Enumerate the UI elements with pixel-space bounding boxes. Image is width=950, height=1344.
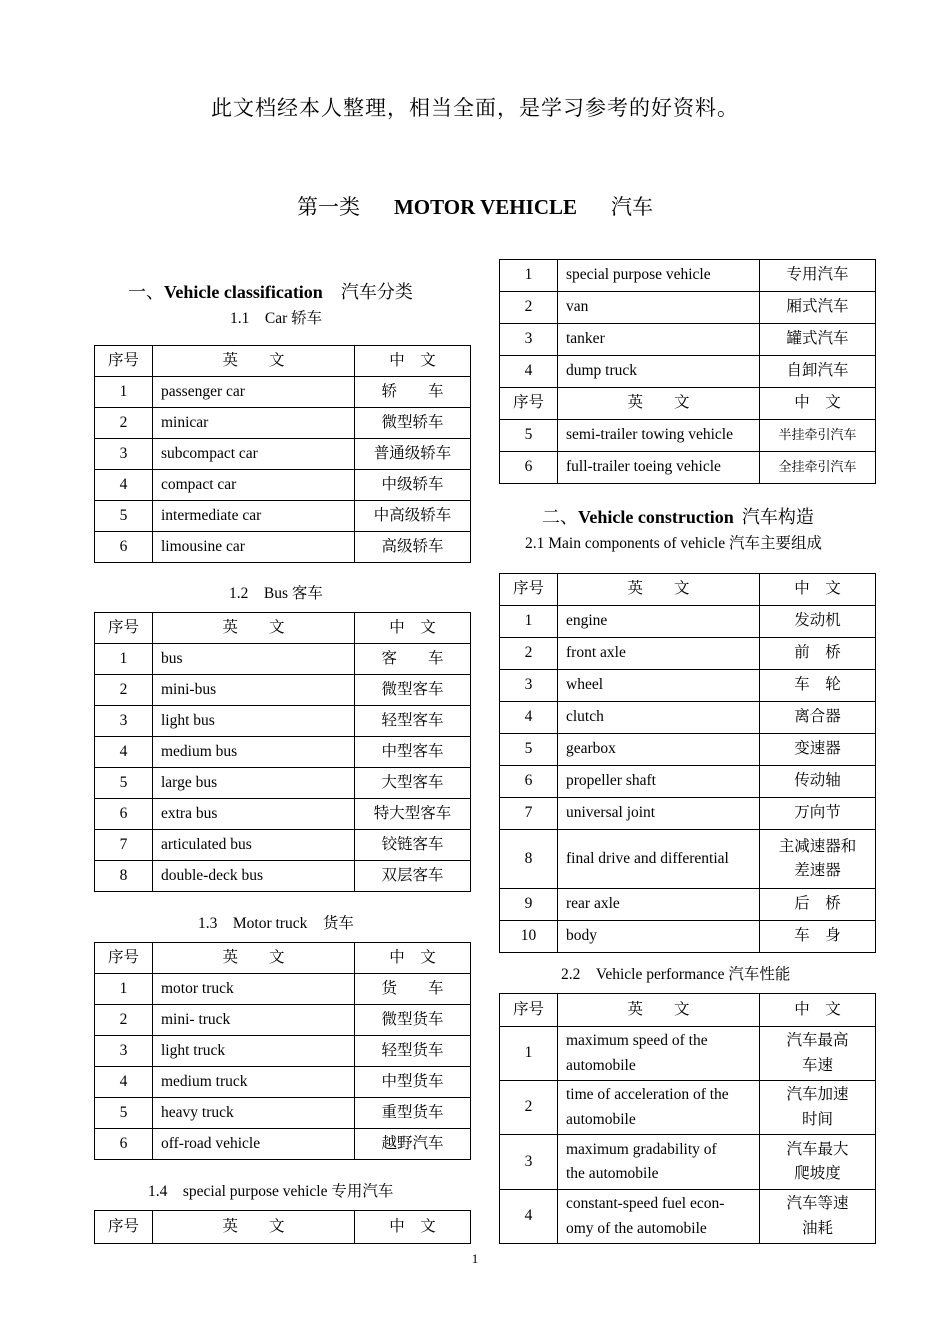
row-zh: 铰链客车 (355, 830, 471, 861)
row-num: 3 (500, 1135, 558, 1190)
row-zh: 轿 车 (355, 377, 471, 408)
row-num: 6 (95, 799, 153, 830)
row-num: 5 (95, 501, 153, 532)
header-zh: 中 文 (760, 994, 876, 1027)
row-num: 5 (95, 768, 153, 799)
row-num: 6 (500, 766, 558, 798)
header-num: 序号 (500, 388, 558, 420)
row-zh: 车 身 (760, 921, 876, 953)
row-num: 4 (500, 1190, 558, 1244)
table-row (95, 1005, 471, 1036)
row-num: 3 (500, 324, 558, 356)
row-en-line: the automobile (566, 1165, 659, 1182)
row-zh: 变速器 (760, 734, 876, 766)
table-row (95, 768, 471, 799)
row-en: van (558, 292, 760, 324)
row-zh: 后 桥 (760, 889, 876, 921)
row-en: propeller shaft (558, 766, 760, 798)
section-title-en: Vehicle classification (164, 282, 323, 302)
header-zh: 中 文 (355, 346, 471, 377)
table-row (500, 1190, 876, 1244)
header-num: 序号 (95, 1211, 153, 1244)
row-en: clutch (558, 702, 760, 734)
row-num: 1 (500, 260, 558, 292)
table-row (500, 324, 876, 356)
row-num: 2 (500, 292, 558, 324)
table-row (95, 799, 471, 830)
row-zh: 高级轿车 (355, 532, 471, 563)
row-en: gearbox (558, 734, 760, 766)
table-car (94, 345, 471, 563)
row-num: 6 (95, 1129, 153, 1160)
row-zh-line: 油耗 (801, 1219, 833, 1237)
table-row (95, 408, 471, 439)
section-heading-construction (542, 503, 814, 529)
row-num: 4 (500, 702, 558, 734)
section-title-zh: 汽车分类 (340, 282, 413, 302)
row-en: special purpose vehicle (558, 260, 760, 292)
row-zh: 普通级轿车 (355, 439, 471, 470)
title-category: 第一类 (296, 195, 360, 219)
row-num: 5 (95, 1098, 153, 1129)
row-en: passenger car (153, 377, 355, 408)
row-en: limousine car (153, 532, 355, 563)
table-special-header (94, 1210, 471, 1244)
row-num: 3 (95, 439, 153, 470)
table-row (95, 1067, 471, 1098)
row-en (558, 1190, 760, 1244)
row-en-line: omy of the automobile (566, 1219, 707, 1237)
row-num: 1 (95, 377, 153, 408)
table-row (95, 737, 471, 768)
table-row (500, 830, 876, 889)
row-num: 6 (95, 532, 153, 563)
table-row (95, 830, 471, 861)
header-en: 英 文 (153, 1211, 355, 1244)
row-num: 2 (95, 675, 153, 706)
row-en: light bus (153, 706, 355, 737)
section-prefix: 一、 (128, 282, 164, 302)
table-row (95, 861, 471, 892)
row-num: 4 (95, 470, 153, 501)
table-row (95, 532, 471, 563)
row-zh (760, 1081, 876, 1135)
row-en: medium truck (153, 1067, 355, 1098)
header-num: 序号 (95, 943, 153, 974)
row-en: medium bus (153, 737, 355, 768)
row-zh: 自卸汽车 (760, 356, 876, 388)
row-en: mini- truck (153, 1005, 355, 1036)
row-num: 1 (95, 974, 153, 1005)
row-zh: 重型货车 (355, 1098, 471, 1129)
row-zh: 全挂牵引汽车 (760, 452, 876, 484)
header-en: 英 文 (558, 994, 760, 1027)
row-en: large bus (153, 768, 355, 799)
row-en-line: automobile (566, 1056, 636, 1074)
table-row (95, 501, 471, 532)
table-special (499, 259, 876, 484)
table-header-row (95, 346, 471, 377)
row-zh: 双层客车 (355, 861, 471, 892)
row-zh: 厢式汽车 (760, 292, 876, 324)
row-en-line: maximum gradability of (566, 1140, 717, 1158)
row-zh-line: 差速器 (794, 862, 841, 879)
row-en-line: maximum speed of the (566, 1032, 708, 1050)
table-header-row (95, 1211, 471, 1244)
row-num: 4 (95, 737, 153, 768)
subheading-performance: 2.2 Vehicle performance 汽车性能 (561, 966, 791, 983)
row-en: subcompact car (153, 439, 355, 470)
row-en: body (558, 921, 760, 953)
table-row (95, 644, 471, 675)
row-en: motor truck (153, 974, 355, 1005)
header-en: 英 文 (153, 613, 355, 644)
row-en: full-trailer toeing vehicle (558, 452, 760, 484)
table-row (500, 356, 876, 388)
row-en: tanker (558, 324, 760, 356)
table-row (500, 420, 876, 452)
table-header-row (500, 388, 876, 420)
row-en: minicar (153, 408, 355, 439)
row-zh: 中型客车 (355, 737, 471, 768)
header-num: 序号 (95, 613, 153, 644)
row-en: dump truck (558, 356, 760, 388)
section-title-en: Vehicle construction (578, 507, 734, 527)
header-en: 英 文 (558, 388, 760, 420)
row-num: 7 (500, 798, 558, 830)
row-zh: 特大型客车 (355, 799, 471, 830)
row-zh: 半挂牵引汽车 (760, 420, 876, 452)
row-zh (760, 1027, 876, 1081)
row-en: rear axle (558, 889, 760, 921)
row-num: 3 (500, 670, 558, 702)
row-num: 5 (500, 734, 558, 766)
row-num: 2 (500, 1081, 558, 1135)
row-num: 1 (500, 1027, 558, 1081)
row-en (558, 1081, 760, 1135)
subheading-special: 1.4 special purpose vehicle 专用汽车 (148, 1183, 394, 1200)
header-num: 序号 (500, 994, 558, 1027)
row-num: 8 (95, 861, 153, 892)
row-zh-line: 汽车等速 (786, 1195, 849, 1213)
row-num: 4 (500, 356, 558, 388)
row-en: semi-trailer towing vehicle (558, 420, 760, 452)
table-row (95, 675, 471, 706)
table-bus (94, 612, 471, 892)
header-zh: 中 文 (355, 1211, 471, 1244)
row-num: 2 (95, 1005, 153, 1036)
table-performance (499, 993, 876, 1244)
table-row (95, 1036, 471, 1067)
header-zh: 中 文 (355, 613, 471, 644)
table-header-row (500, 994, 876, 1027)
header-zh: 中 文 (355, 943, 471, 974)
table-row (500, 798, 876, 830)
row-zh-line: 汽车加速 (786, 1086, 849, 1104)
row-zh: 万向节 (760, 798, 876, 830)
table-header-row (95, 613, 471, 644)
row-zh-line: 时间 (801, 1110, 833, 1128)
table-row (500, 734, 876, 766)
section-title-zh: 汽车构造 (741, 507, 814, 527)
table-row (95, 706, 471, 737)
table-row (500, 702, 876, 734)
row-en-line: time of acceleration of the (566, 1086, 729, 1104)
row-num: 5 (500, 420, 558, 452)
page-number: 1 (471, 1251, 479, 1266)
row-zh: 离合器 (760, 702, 876, 734)
table-row (95, 377, 471, 408)
row-zh: 罐式汽车 (760, 324, 876, 356)
subheading-truck: 1.3 Motor truck 货车 (198, 915, 354, 932)
row-num: 7 (95, 830, 153, 861)
row-num: 2 (95, 408, 153, 439)
table-row (500, 766, 876, 798)
row-en: mini-bus (153, 675, 355, 706)
row-zh: 中型货车 (355, 1067, 471, 1098)
row-zh: 专用汽车 (760, 260, 876, 292)
table-header-row (95, 943, 471, 974)
table-row (500, 606, 876, 638)
row-num: 1 (95, 644, 153, 675)
row-num: 9 (500, 889, 558, 921)
row-zh: 微型轿车 (355, 408, 471, 439)
row-zh: 车 轮 (760, 670, 876, 702)
table-row (95, 1129, 471, 1160)
table-row (500, 452, 876, 484)
row-zh: 发动机 (760, 606, 876, 638)
row-en: heavy truck (153, 1098, 355, 1129)
header-num: 序号 (95, 346, 153, 377)
row-zh: 客 车 (355, 644, 471, 675)
row-en: articulated bus (153, 830, 355, 861)
title-english: MOTOR VEHICLE (393, 195, 577, 219)
table-header-row (500, 574, 876, 606)
table-row (500, 638, 876, 670)
row-en: engine (558, 606, 760, 638)
table-row (500, 889, 876, 921)
table-truck (94, 942, 471, 1160)
row-zh: 越野汽车 (355, 1129, 471, 1160)
row-en (558, 1027, 760, 1081)
header-zh: 中 文 (760, 574, 876, 606)
row-num: 1 (500, 606, 558, 638)
row-en: intermediate car (153, 501, 355, 532)
row-zh (760, 830, 876, 889)
row-zh-line: 主减速器和 (778, 837, 857, 855)
row-en: front axle (558, 638, 760, 670)
row-en: double-deck bus (153, 861, 355, 892)
row-en: universal joint (558, 798, 760, 830)
row-en: wheel (558, 670, 760, 702)
section-prefix: 二、 (542, 507, 578, 527)
subheading-components: 2.1 Main components of vehicle 汽车主要组成 (525, 535, 823, 552)
header-en: 英 文 (153, 346, 355, 377)
table-row (500, 670, 876, 702)
row-zh: 中高级轿车 (355, 501, 471, 532)
row-zh: 轻型货车 (355, 1036, 471, 1067)
row-en: light truck (153, 1036, 355, 1067)
subheading-bus: 1.2 Bus 客车 (229, 585, 323, 602)
table-row (95, 470, 471, 501)
title-chinese: 汽车 (611, 195, 653, 219)
row-en: off-road vehicle (153, 1129, 355, 1160)
intro-note: 此文档经本人整理，相当全面，是学习参考的好资料。 (211, 96, 739, 120)
row-en: final drive and differential (558, 830, 760, 889)
row-zh: 微型客车 (355, 675, 471, 706)
row-en: extra bus (153, 799, 355, 830)
row-num: 3 (95, 706, 153, 737)
row-num: 3 (95, 1036, 153, 1067)
row-num: 4 (95, 1067, 153, 1098)
table-row (95, 439, 471, 470)
row-en-line: constant-speed fuel econ- (566, 1195, 725, 1213)
row-zh: 传动轴 (760, 766, 876, 798)
row-zh: 轻型客车 (355, 706, 471, 737)
table-row (500, 1081, 876, 1135)
table-row (95, 974, 471, 1005)
row-num: 6 (500, 452, 558, 484)
row-zh-line: 汽车最高 (786, 1032, 849, 1050)
row-zh-line: 爬坡度 (794, 1165, 841, 1182)
row-en (558, 1135, 760, 1190)
table-row (500, 1027, 876, 1081)
row-zh-line: 汽车最大 (786, 1140, 849, 1158)
table-row (500, 260, 876, 292)
section-heading-classification (128, 278, 413, 304)
row-zh: 货 车 (355, 974, 471, 1005)
row-zh (760, 1135, 876, 1190)
row-zh (760, 1190, 876, 1244)
row-zh: 大型客车 (355, 768, 471, 799)
table-components (499, 573, 876, 953)
row-en-line: automobile (566, 1110, 636, 1128)
row-zh-line: 车速 (801, 1056, 833, 1074)
header-zh: 中 文 (760, 388, 876, 420)
row-en: bus (153, 644, 355, 675)
table-row (500, 1135, 876, 1190)
row-num: 2 (500, 638, 558, 670)
table-row (95, 1098, 471, 1129)
header-num: 序号 (500, 574, 558, 606)
row-en: compact car (153, 470, 355, 501)
row-zh: 前 桥 (760, 638, 876, 670)
row-zh: 微型货车 (355, 1005, 471, 1036)
header-en: 英 文 (153, 943, 355, 974)
row-num: 10 (500, 921, 558, 953)
table-row (500, 292, 876, 324)
subheading-car: 1.1 Car 轿车 (230, 310, 323, 327)
header-en: 英 文 (558, 574, 760, 606)
document-title (0, 191, 950, 221)
row-zh: 中级轿车 (355, 470, 471, 501)
row-num: 8 (500, 830, 558, 889)
table-row (500, 921, 876, 953)
